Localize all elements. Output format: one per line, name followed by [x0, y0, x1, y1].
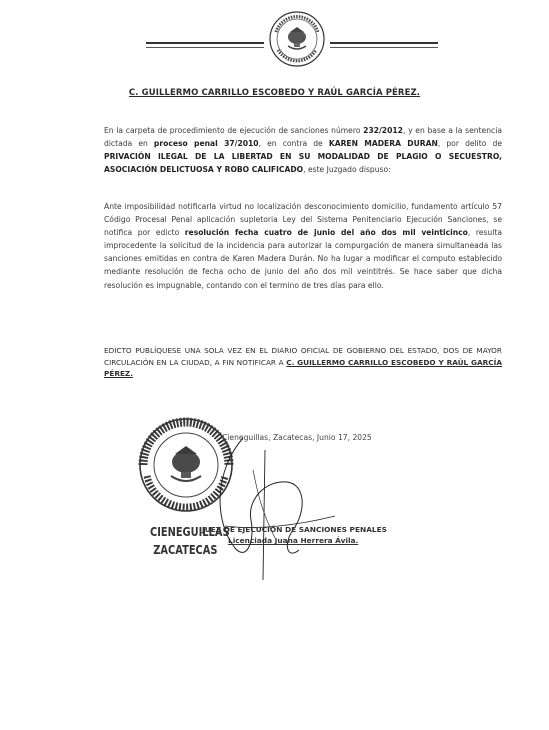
stamp-line-1: CIENEGUILLAS [150, 525, 230, 539]
place-and-date: Cieneguillas, Zacatecas, Junio 17, 2025 [222, 433, 372, 442]
header-rule-right-thin [330, 47, 438, 48]
signatory-block [202, 524, 387, 546]
paragraph-resolution: Ante imposibilidad notificarla virtud no localización desconocimiento domicilio, fundamento artículo 57 Código Procesal Penal aplicación supletoria Ley del Sistema Penitenciario Ejecución Sanciones, se notifica por edicto resolución fecha cuatro de junio del año dos mil veinticinco, resulta improcedente la solicitud de la incidencia para autorizar la compurgación de manera simultaneada las sanciones emitidas en contra de Karen Madera Durán. No ha lugar a modificar el computo establecido mediante resolución de fecha ocho de junio del año dos mil veintitrés. Se hace saber que dicha resolución es impugnable, contando con el termino de tres días para ello. [104, 202, 502, 290]
header-rule-right [330, 42, 438, 44]
paragraph-case-details: En la carpeta de procedimiento de ejecución de sanciones número 232/2012, y en base a la sentencia dictada en proceso penal 37/2010, en contra de KAREN MADERA DURAN, por delito de PRIVACIÓN ILEGAL DE LA LIBERTAD EN SU MODALIDAD DE PLAGIO O SECUESTRO, ASOCIACIÓN DELICTUOSA Y ROBO CALIFICADO, este Juzgado dispuso: [104, 126, 502, 175]
addressee-heading: C. GUILLERMO CARRILLO ESCOBEDO Y RAÚL GARCÍA PÉREZ. [128, 88, 421, 98]
header-rule-left [146, 42, 264, 44]
signatory-title: JUEZ DE EJECUCIÓN DE SANCIONES PENALES [202, 525, 387, 534]
stamp-line-2: ZACATECAS [153, 543, 218, 557]
mexican-coat-of-arms-seal-icon [268, 10, 326, 68]
header-rule-left-thin [146, 47, 264, 48]
handwritten-signature-icon [195, 430, 355, 590]
signatory-name: Licenciada Juana Herrera Ávila. [228, 536, 359, 545]
paragraph-publication-order: EDICTO PUBLÍQUESE UNA SOLA VEZ EN EL DIARIO OFICIAL DE GOBIERNO DEL ESTADO, DOS DE MAYOR CIRCULACIÓN EN LA CIUDAD, A FIN NOTIFICAR A C. GUILLERMO CARRILLO ESCOBEDO Y RAÚL GARCÍA PÉREZ. [104, 346, 502, 379]
